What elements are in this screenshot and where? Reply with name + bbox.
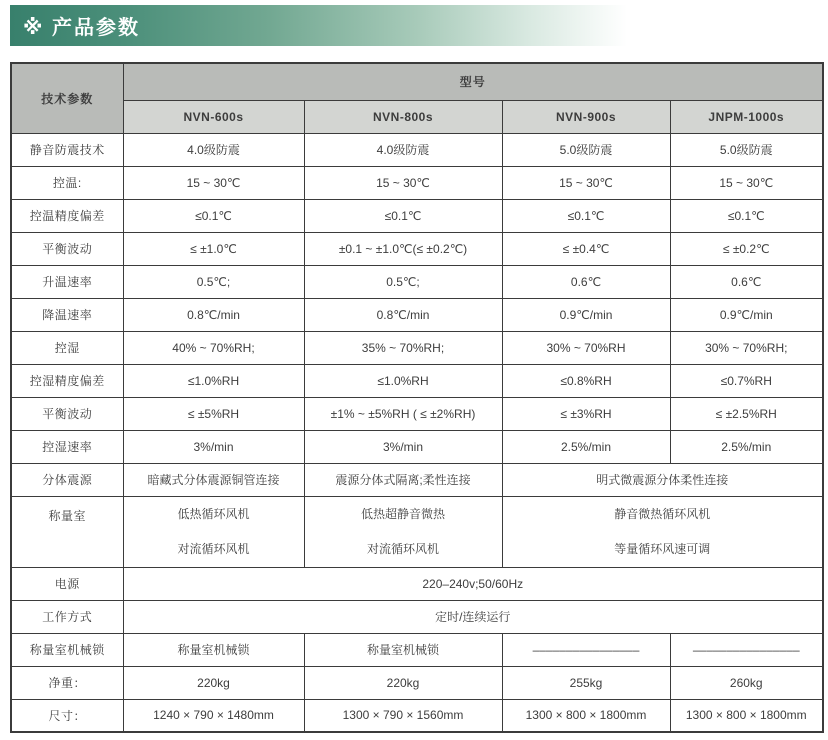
- spec-cell: ≤1.0%RH: [123, 364, 304, 397]
- spec-cell: ≤ ±2.5%RH: [670, 397, 823, 430]
- spec-cell: 称量室机械锁: [123, 633, 304, 666]
- table-row: [11, 633, 823, 666]
- row-label: 控湿精度偏差: [11, 364, 123, 397]
- table-row: [11, 133, 823, 166]
- row-label: 尺寸：: [11, 699, 123, 732]
- spec-cell: 30% ~ 70%RH: [502, 331, 670, 364]
- spec-cell: 220kg: [304, 666, 502, 699]
- spec-cell: 3%/min: [123, 430, 304, 463]
- row-label: 净重：: [11, 666, 123, 699]
- spec-cell: 0.9℃/min: [502, 298, 670, 331]
- spec-cell: 震源分体式隔离;柔性连接: [304, 463, 502, 496]
- spec-cell: ±0.1 ~ ±1.0℃(≤ ±0.2℃): [304, 232, 502, 265]
- spec-cell: 1300 × 790 × 1560mm: [304, 699, 502, 732]
- spec-cell: [304, 496, 502, 567]
- spec-cell: ≤ ±0.2℃: [670, 232, 823, 265]
- table-row: [11, 463, 823, 496]
- table-row: [11, 298, 823, 331]
- spec-cell: 4.0级防震: [304, 133, 502, 166]
- spec-cell: 3%/min: [304, 430, 502, 463]
- row-label: 称量室机械锁: [11, 633, 123, 666]
- spec-cell-line: 低热循环风机: [177, 506, 250, 521]
- spec-cell: 1240 × 790 × 1480mm: [123, 699, 304, 732]
- model-header-nvn800s: NVN-800s: [304, 100, 502, 133]
- spec-cell: 暗藏式分体震源铜管连接: [123, 463, 304, 496]
- table-row: [11, 232, 823, 265]
- spec-cell: 0.9℃/min: [670, 298, 823, 331]
- spec-cell: 0.5℃;: [123, 265, 304, 298]
- spec-cell: ≤0.1℃: [502, 199, 670, 232]
- row-label: 升温速率: [11, 265, 123, 298]
- row-label: 降温速率: [11, 298, 123, 331]
- table-row: [11, 331, 823, 364]
- spec-cell-line: 等量循环风速可调: [614, 541, 711, 556]
- spec-cell-line: 对流循环风机: [177, 541, 250, 556]
- table-row: [11, 397, 823, 430]
- spec-cell: ≤ ±1.0℃: [123, 232, 304, 265]
- table-row: [11, 666, 823, 699]
- spec-cell: ≤ ±3%RH: [502, 397, 670, 430]
- spec-table-body: [11, 133, 823, 732]
- row-label: 称量室: [11, 496, 123, 567]
- spec-cell: [123, 496, 304, 567]
- spec-cell: 5.0级防震: [502, 133, 670, 166]
- spec-cell: ≤0.7%RH: [670, 364, 823, 397]
- row-label: 控湿: [11, 331, 123, 364]
- spec-cell: 220kg: [123, 666, 304, 699]
- spec-cell: 2.5%/min: [502, 430, 670, 463]
- spec-cell: ≤0.1℃: [304, 199, 502, 232]
- model-header-row: [11, 100, 823, 133]
- spec-cell: 15 ~ 30℃: [502, 166, 670, 199]
- model-header-nvn600s: NVN-600s: [123, 100, 304, 133]
- spec-cell: 15 ~ 30℃: [304, 166, 502, 199]
- spec-cell: ≤0.8%RH: [502, 364, 670, 397]
- corner-header: 技术参数: [11, 63, 123, 133]
- spec-cell: 1300 × 800 × 1800mm: [502, 699, 670, 732]
- table-row: [11, 496, 823, 567]
- table-row: [11, 600, 823, 633]
- spec-cell: ≤0.1℃: [123, 199, 304, 232]
- table-row: [11, 166, 823, 199]
- spec-cell: 定时/连续运行: [123, 600, 823, 633]
- group-header-row: [11, 63, 823, 100]
- table-row: [11, 699, 823, 732]
- model-header-jnpm1000s: JNPM-1000s: [670, 100, 823, 133]
- spec-cell: 0.8℃/min: [304, 298, 502, 331]
- spec-cell: 1300 × 800 × 1800mm: [670, 699, 823, 732]
- spec-cell: ––––––––––––––––: [670, 633, 823, 666]
- spec-cell: 255kg: [502, 666, 670, 699]
- table-row: [11, 199, 823, 232]
- spec-cell: 15 ~ 30℃: [670, 166, 823, 199]
- section-header-banner: [10, 5, 822, 46]
- spec-cell: [502, 496, 823, 567]
- spec-cell: ––––––––––––––––: [502, 633, 670, 666]
- table-row: [11, 364, 823, 397]
- model-group-header: 型号: [123, 63, 823, 100]
- spec-cell: ≤1.0%RH: [304, 364, 502, 397]
- product-spec-table: [10, 62, 824, 733]
- section-title: ※ 产品参数: [23, 17, 140, 39]
- spec-cell: 称量室机械锁: [304, 633, 502, 666]
- spec-cell: ≤0.1℃: [670, 199, 823, 232]
- spec-cell-line: 静音微热循环风机: [614, 506, 711, 521]
- spec-cell-line: 对流循环风机: [366, 541, 439, 556]
- spec-cell: ±1% ~ ±5%RH ( ≤ ±2%RH): [304, 397, 502, 430]
- spec-cell: 0.5℃;: [304, 265, 502, 298]
- spec-cell: 260kg: [670, 666, 823, 699]
- row-label: 控温精度偏差: [11, 199, 123, 232]
- spec-cell: ≤ ±5%RH: [123, 397, 304, 430]
- spec-cell: 0.6℃: [502, 265, 670, 298]
- table-row: [11, 430, 823, 463]
- spec-cell: 35% ~ 70%RH;: [304, 331, 502, 364]
- spec-cell: 40% ~ 70%RH;: [123, 331, 304, 364]
- spec-cell: 220–240v;50/60Hz: [123, 567, 823, 600]
- row-label: 控湿速率: [11, 430, 123, 463]
- row-label: 平衡波动: [11, 232, 123, 265]
- spec-cell: 15 ~ 30℃: [123, 166, 304, 199]
- spec-cell: 2.5%/min: [670, 430, 823, 463]
- spec-cell: 明式微震源分体柔性连接: [502, 463, 823, 496]
- spec-cell: 30% ~ 70%RH;: [670, 331, 823, 364]
- spec-cell: ≤ ±0.4℃: [502, 232, 670, 265]
- spec-cell: 4.0级防震: [123, 133, 304, 166]
- table-row: [11, 265, 823, 298]
- row-label: 控温:: [11, 166, 123, 199]
- spec-cell: 5.0级防震: [670, 133, 823, 166]
- row-label: 工作方式: [11, 600, 123, 633]
- table-row: [11, 567, 823, 600]
- spec-cell: 0.6℃: [670, 265, 823, 298]
- row-label: 电源: [11, 567, 123, 600]
- spec-cell-line: 低热超静音微热: [360, 506, 445, 521]
- row-label: 平衡波动: [11, 397, 123, 430]
- model-header-nvn900s: NVN-900s: [502, 100, 670, 133]
- spec-cell: 0.8℃/min: [123, 298, 304, 331]
- row-label: 静音防震技术: [11, 133, 123, 166]
- row-label: 分体震源: [11, 463, 123, 496]
